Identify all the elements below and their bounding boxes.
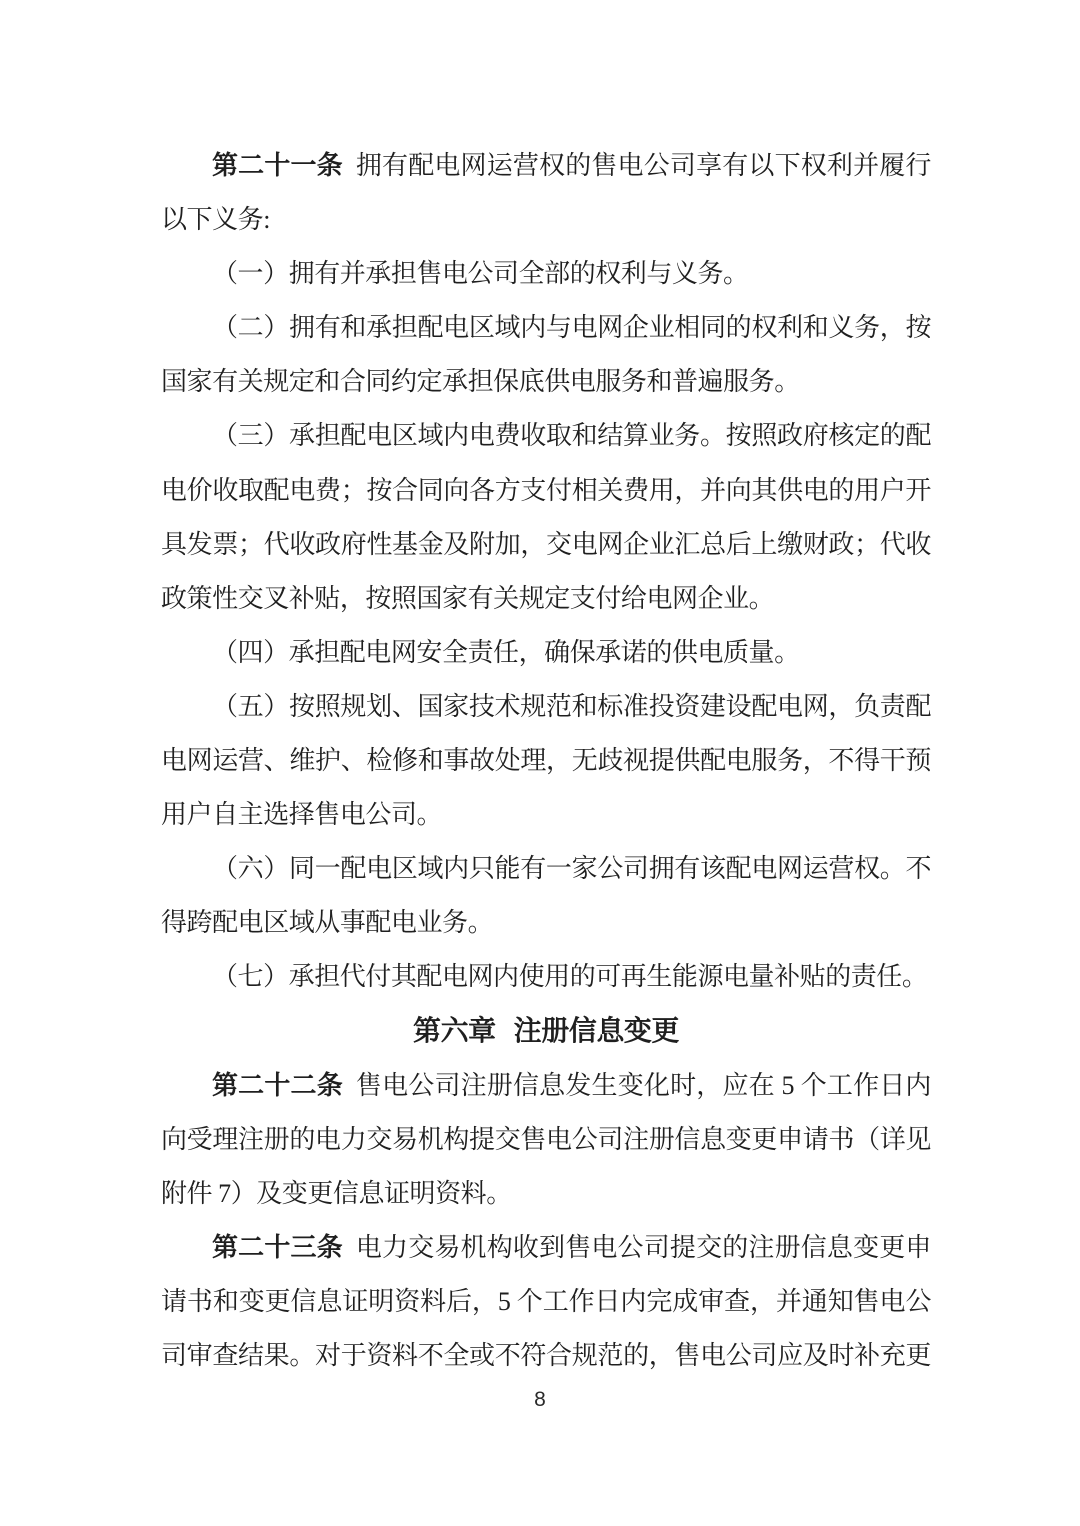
doc-line (161, 1059, 931, 1113)
doc-line (161, 409, 931, 463)
line-text: （六）同一配电区域内只能有一家公司拥有该配电网运营权。不 (212, 854, 931, 884)
line-text: 用户自主选择售电公司。 (161, 800, 443, 830)
line-text: 附件 7）及变更信息证明资料。 (161, 1178, 512, 1208)
line-text: （一）拥有并承担售电公司全部的权利与义务。 (212, 259, 749, 289)
text-block (161, 139, 931, 1383)
page-number: 8 (534, 1388, 546, 1411)
chapter-heading (161, 1005, 931, 1059)
doc-line (161, 1275, 931, 1329)
line-text: 司审查结果。对于资料不全或不符合规范的，售电公司应及时补充更 (161, 1341, 931, 1371)
article-number: 第二十二条 (212, 1070, 343, 1100)
doc-line (161, 626, 931, 680)
doc-line (161, 788, 931, 842)
line-text: （二）拥有和承担配电区域内与电网企业相同的权利和义务，按 (212, 313, 931, 343)
doc-line (161, 950, 931, 1004)
doc-line (161, 896, 931, 950)
line-text: 国家有关规定和合同约定承担保底供电服务和普遍服务。 (161, 367, 800, 397)
article-number: 第二十三条 (212, 1232, 343, 1262)
doc-line (161, 518, 931, 572)
doc-line (161, 247, 931, 301)
chapter-number: 第六章 (413, 1015, 496, 1047)
line-text: （五）按照规划、国家技术规范和标准投资建设配电网，负责配 (212, 691, 931, 721)
doc-line (161, 139, 931, 193)
line-text: 得跨配电区域从事配电业务。 (161, 908, 494, 938)
doc-line (161, 572, 931, 626)
line-text: 具发票；代收政府性基金及附加，交电网企业汇总后上缴财政；代收 (161, 529, 931, 559)
article-number: 第二十一条 (212, 151, 343, 180)
line-text: 电价收取配电费；按合同向各方支付相关费用，并向其供电的用户开 (161, 475, 931, 505)
doc-line (161, 1221, 931, 1275)
doc-line (161, 734, 931, 788)
doc-line (161, 1167, 931, 1221)
line-text: 以下义务: (161, 205, 270, 235)
line-text: 售电公司注册信息发生变化时，应在 5 个工作日内 (355, 1070, 931, 1100)
line-text: 政策性交叉补贴，按照国家有关规定支付给电网企业。 (161, 583, 775, 613)
doc-line (161, 1329, 931, 1383)
line-text: （三）承担配电区域内电费收取和结算业务。按照政府核定的配 (212, 421, 931, 451)
line-text: （四）承担配电网安全责任，确保承诺的供电质量。 (212, 637, 800, 667)
doc-line (161, 464, 931, 518)
chapter-title: 注册信息变更 (513, 1015, 679, 1047)
line-text: 电网运营、维护、检修和事故处理，无歧视提供配电服务，不得干预 (161, 746, 931, 776)
doc-line (161, 680, 931, 734)
doc-line (161, 1113, 931, 1167)
doc-line (161, 301, 931, 355)
line-text: 拥有配电网运营权的售电公司享有以下权利并履行 (355, 151, 931, 180)
line-text: 电力交易机构收到售电公司提交的注册信息变更申 (355, 1232, 931, 1262)
doc-line (161, 842, 931, 896)
line-text: 请书和变更信息证明资料后，5 个工作日内完成审查，并通知售电公 (161, 1286, 931, 1316)
line-text: 向受理注册的电力交易机构提交售电公司注册信息变更申请书（详见 (161, 1124, 931, 1154)
line-text: （七）承担代付其配电网内使用的可再生能源电量补贴的责任。 (212, 962, 928, 992)
doc-line (161, 355, 931, 409)
doc-line (161, 193, 931, 247)
